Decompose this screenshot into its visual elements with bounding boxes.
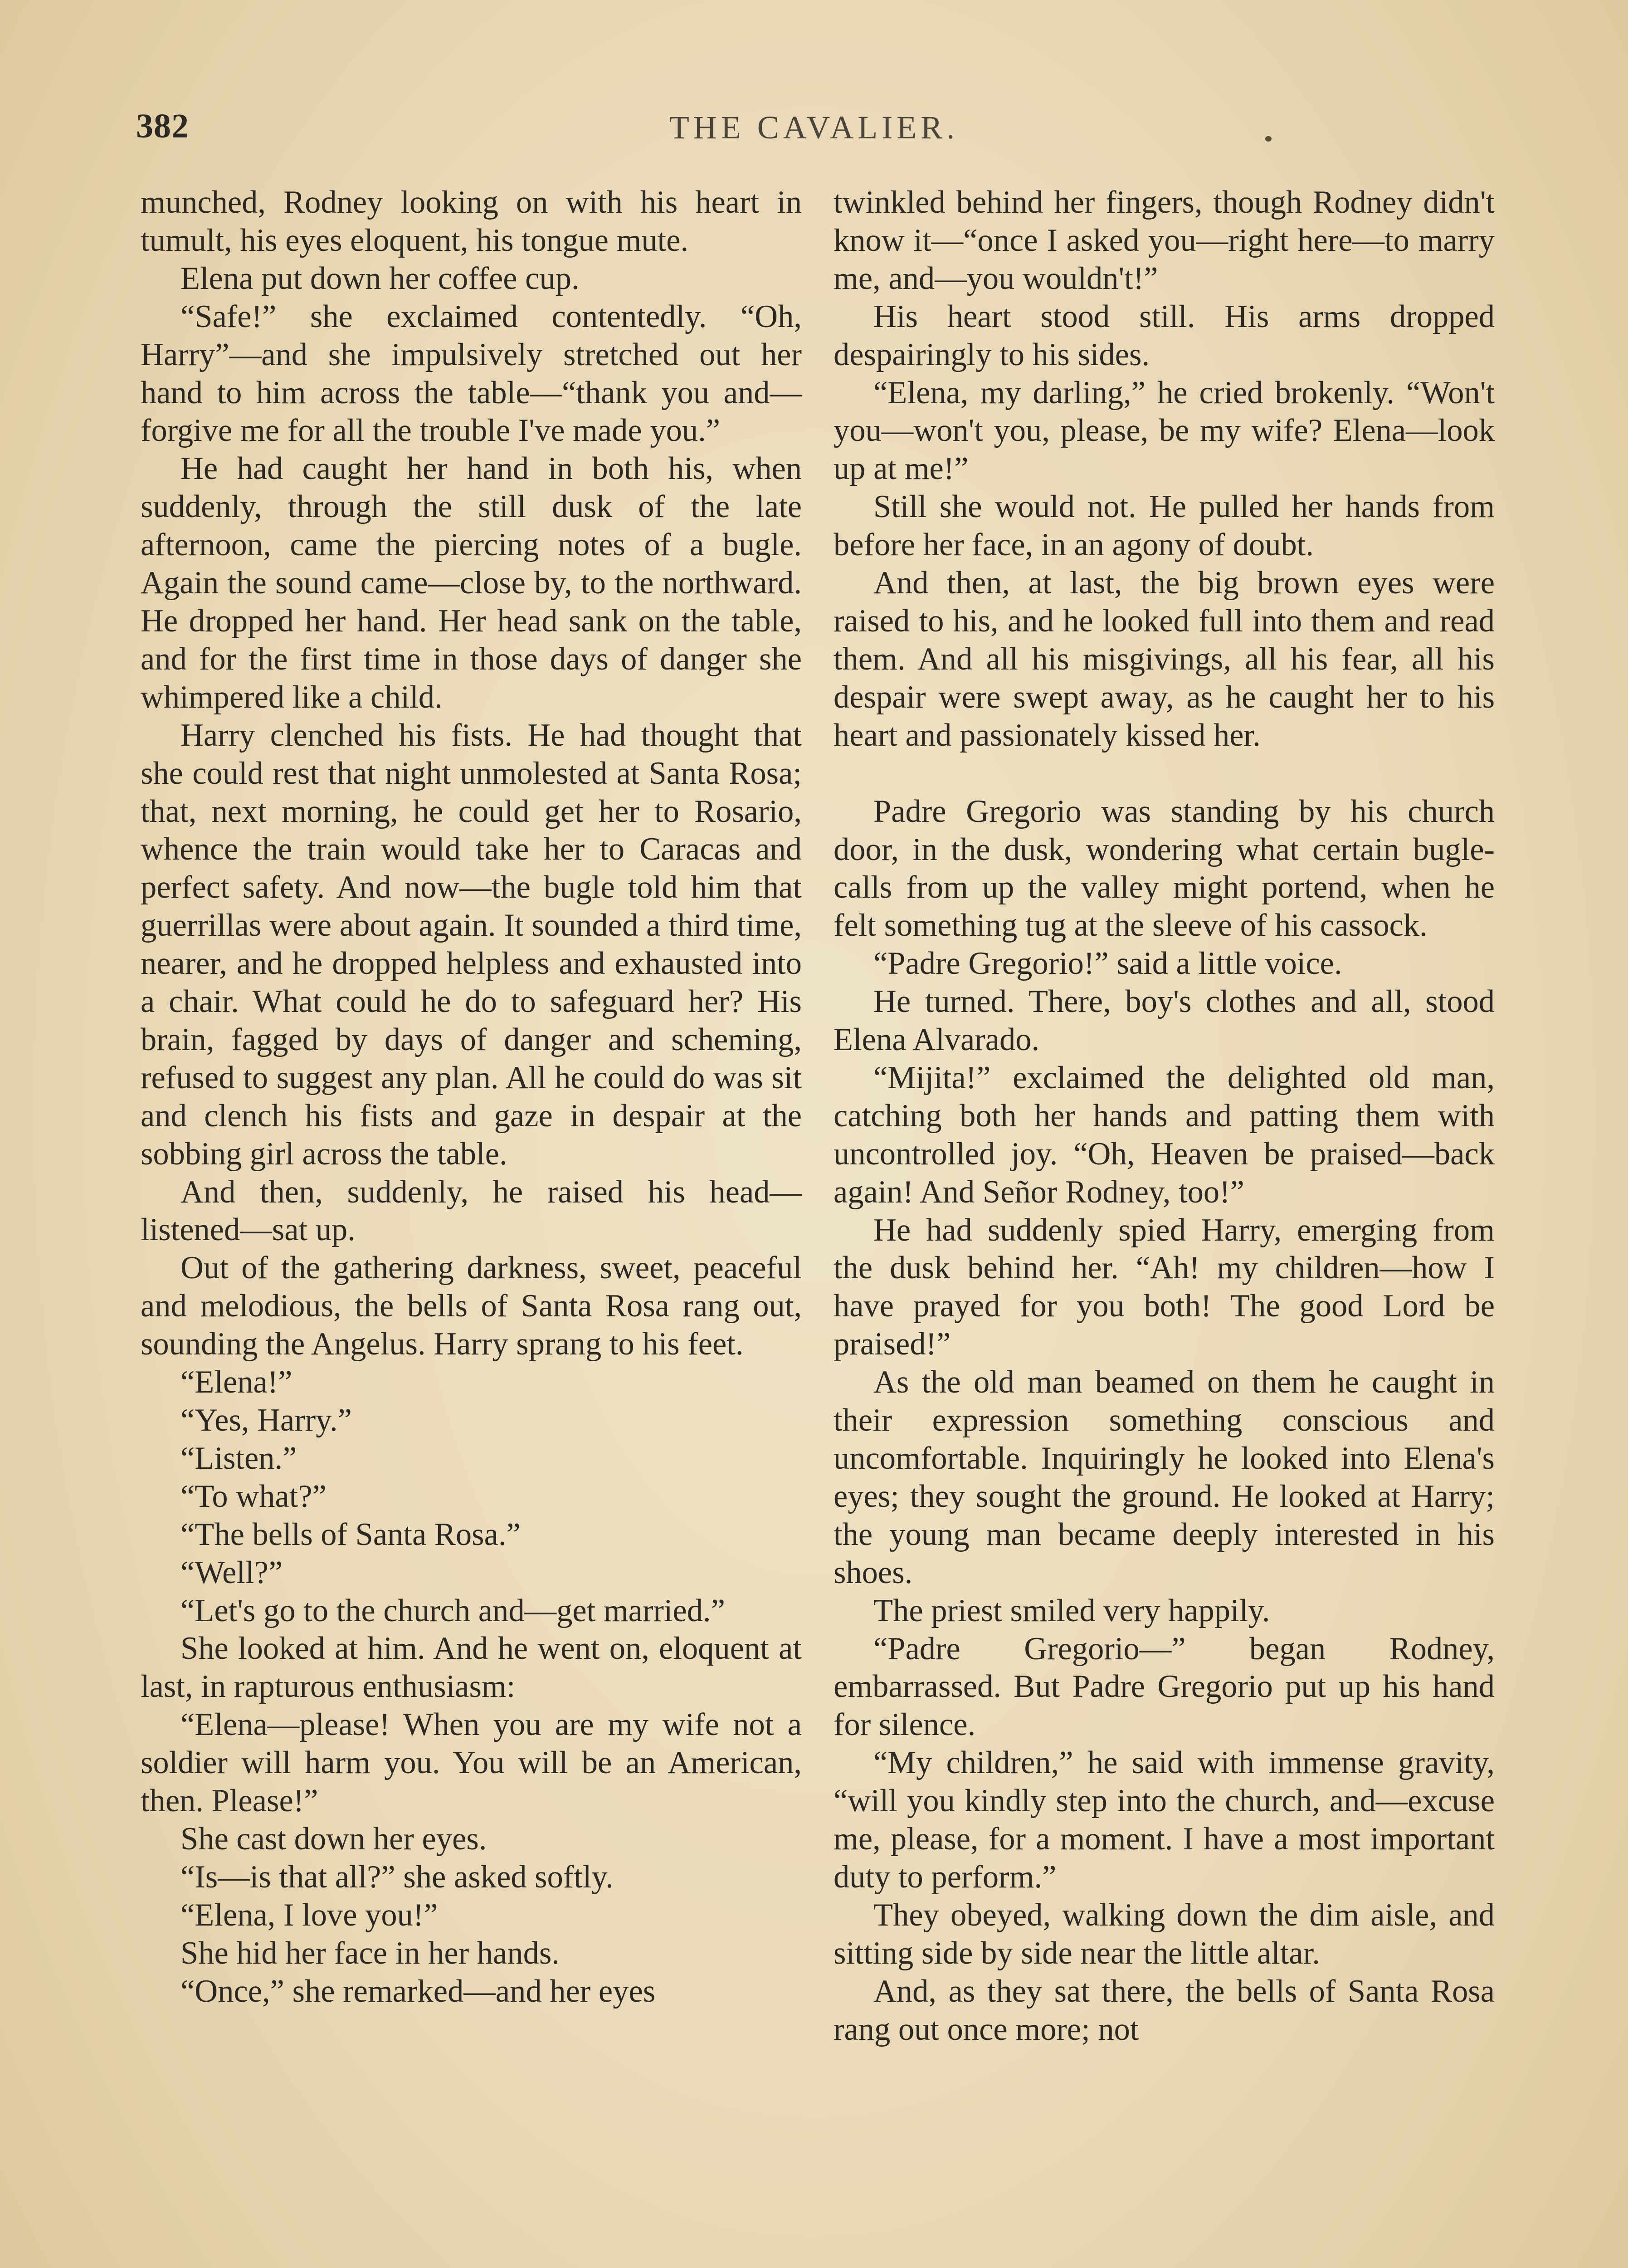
paragraph: Still she would not. He pulled her hands from before her face, in an agony of doubt.: [833, 489, 1495, 563]
paragraph: “Padre Gregorio!” said a little voice.: [873, 946, 1342, 982]
paper-speck: [1265, 136, 1272, 142]
paragraph: The priest smiled very happily.: [873, 1593, 1270, 1628]
paragraph: She looked at him. And he went on, eloquent at last, in rapturous enthusiasm:: [141, 1631, 802, 1705]
paragraph: “Mijita!” exclaimed the delighted old man, catching both her hands and patting them with uncontrolled joy. “Oh, Heaven be praised—back again! And Señor Rodney, too!”: [833, 1060, 1495, 1210]
paragraph: “Elena!”: [180, 1364, 292, 1400]
paragraph: He had caught her hand in both his, when suddenly, through the still dusk of the late afternoon, came the piercing notes of a bugle. Again the sound came—close by, to the northward. He dropped her hand. Her head sank on the table, and for the first time in those days of danger she whimpered like a child.: [141, 451, 802, 715]
paragraph: His heart stood still. His arms dropped despairingly to his sides.: [833, 298, 1495, 372]
paragraph: She hid her face in her hands.: [180, 1935, 560, 1971]
paragraph: And then, suddenly, he raised his head—listened—sat up.: [141, 1174, 802, 1248]
paragraph: They obeyed, walking down the dim aisle, and sitting side by side near the little altar.: [833, 1897, 1495, 1971]
paragraph: “Listen.”: [180, 1440, 297, 1476]
paragraph: And, as they sat there, the bells of Santa Rosa rang out once more; not: [833, 1973, 1495, 2047]
paragraph: “Is—is that all?” she asked softly.: [180, 1859, 614, 1895]
paragraph: “Once,” she remarked—and her eyes: [180, 1973, 656, 2009]
page-number: 382: [136, 107, 189, 145]
paragraph: He had suddenly spied Harry, emerging from the dusk behind her. “Ah! my children—how I have prayed for you both! The good Lord be praised!”: [833, 1212, 1495, 1362]
paragraph: “My children,” he said with immense gravity, “will you kindly step into the church, and—excuse me, please, for a moment. I have a most important duty to perform.”: [833, 1745, 1495, 1895]
paragraph: As the old man beamed on them he caught in their expression something conscious and uncomfortable. Inquiringly he looked into Elena's eyes; they sought the ground. He looked at Harry; the young man became deeply interested in his shoes.: [833, 1364, 1495, 1590]
paragraph: twinkled behind her fingers, though Rodney didn't know it—“once I asked you—right here—to marry me, and—you wouldn't!”: [833, 185, 1495, 296]
paragraph: “Elena—please! When you are my wife not a soldier will harm you. You will be an American, then. Please!”: [141, 1707, 802, 1819]
paragraph: “Let's go to the church and—get married.”: [180, 1593, 725, 1628]
paragraph: Harry clenched his fists. He had thought that she could rest that night unmolested at Santa Rosa; that, next morning, he could get her to Rosario, whence the train would take her to Caracas and perfect safety. And now—the bugle told him that guerrillas were about again. It sounded a third time, nearer, and he dropped helpless and exhausted into a chair. What could he do to safeguard her? His brain, fagged by days of danger and scheming, refused to suggest any plan. All he could do was sit and clench his fists and gaze in despair at the sobbing girl across the table.: [141, 717, 802, 1172]
paragraph: Out of the gathering darkness, sweet, peaceful and melodious, the bells of Santa Rosa rang out, sounding the Angelus. Harry sprang to his feet.: [141, 1250, 802, 1362]
paragraph: “The bells of Santa Rosa.”: [180, 1516, 521, 1552]
paragraph: “To what?”: [180, 1478, 327, 1514]
paragraph: “Padre Gregorio—” began Rodney, embarrassed. But Padre Gregorio put up his hand for silence.: [833, 1631, 1495, 1743]
paragraph: She cast down her eyes.: [180, 1821, 487, 1857]
running-head: THE CAVALIER.: [669, 109, 959, 146]
paragraph: Elena put down her coffee cup.: [180, 260, 580, 296]
paragraph: “Well?”: [180, 1554, 283, 1590]
paragraph: “Yes, Harry.”: [180, 1403, 352, 1438]
paragraph: He turned. There, boy's clothes and all, stood Elena Alvarado.: [833, 984, 1495, 1058]
paragraph: Padre Gregorio was standing by his church door, in the dusk, wondering what certain bugle-calls from up the valley might portend, when he felt something tug at the sleeve of his cassock.: [833, 793, 1495, 943]
paragraph: And then, at last, the big brown eyes were raised to his, and he looked full into them and read them. And all his misgivings, all his fear, all his despair were swept away, as he caught her to his heart and passionately kissed her.: [833, 565, 1495, 753]
paragraph: “Safe!” she exclaimed contentedly. “Oh, Harry”—and she impulsively stretched out her hand to him across the table—“thank you and—forgive me for all the trouble I've made you.”: [141, 298, 802, 449]
right-column: [833, 184, 1495, 2049]
paragraph: “Elena, I love you!”: [180, 1897, 438, 1933]
paragraph: munched, Rodney looking on with his heart in tumult, his eyes eloquent, his tongue mute.: [141, 185, 802, 258]
left-column: [141, 184, 802, 2011]
paragraph: “Elena, my darling,” he cried brokenly. “Won't you—won't you, please, be my wife? Elena—look up at me!”: [833, 375, 1495, 487]
